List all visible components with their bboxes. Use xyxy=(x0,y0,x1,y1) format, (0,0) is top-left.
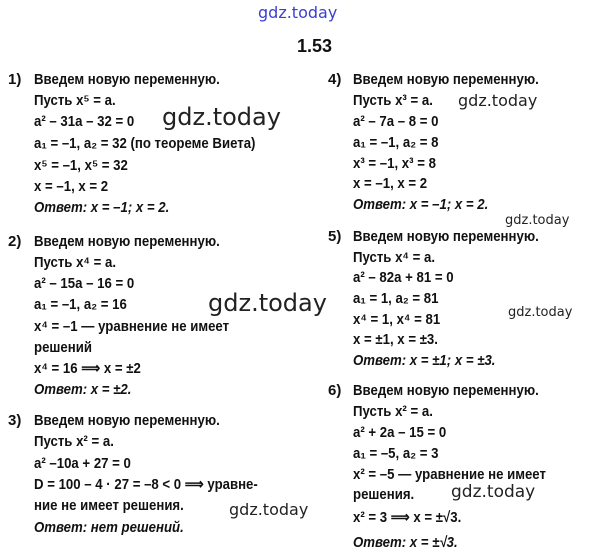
line: x² = –5 — уравнение не имеет xyxy=(353,466,546,483)
line: Пусть x² = a. xyxy=(34,433,114,450)
line: x⁵ = –1, x⁵ = 32 xyxy=(34,157,128,174)
block-number: 6) xyxy=(328,382,342,399)
answer-line: Ответ: x = –1; x = 2. xyxy=(353,196,489,213)
line: Пусть x² = a. xyxy=(353,403,433,420)
answer-line: Ответ: x = ±√3. xyxy=(353,534,458,551)
watermark: gdz.today xyxy=(505,213,570,228)
line: x = –1, x = 2 xyxy=(353,175,428,192)
line: a² + 2a – 15 = 0 xyxy=(353,424,447,441)
watermark: gdz.today xyxy=(229,500,309,519)
line: x⁴ = 16 ⟹ x = ±2 xyxy=(34,360,141,377)
line: a₁ = –1, a₂ = 16 xyxy=(34,296,127,313)
line: a₁ = –1, a₂ = 32 (по теореме Виета) xyxy=(34,135,256,152)
line: a₁ = –1, a₂ = 8 xyxy=(353,134,439,151)
block-number: 2) xyxy=(8,233,22,250)
watermark: gdz.today xyxy=(508,305,573,320)
line: a² – 31a – 32 = 0 xyxy=(34,113,135,130)
line: x⁴ = –1 — уравнение не имеет xyxy=(34,318,230,335)
line: Введем новую переменную. xyxy=(34,71,220,88)
line: D = 100 – 4 · 27 = –8 < 0 ⟹ уравне- xyxy=(34,476,258,493)
answer-line: Ответ: x = ±1; x = ±3. xyxy=(353,352,496,369)
answer-line: Ответ: x = ±2. xyxy=(34,381,132,398)
line: x = –1, x = 2 xyxy=(34,178,109,195)
line: Введем новую переменную. xyxy=(34,233,220,250)
block-number: 5) xyxy=(328,228,342,245)
watermark: gdz.today xyxy=(451,482,536,502)
line: Пусть x⁴ = a. xyxy=(34,254,117,271)
watermark: gdz.today xyxy=(208,289,327,317)
line: ние не имеет решения. xyxy=(34,497,184,514)
line: x⁴ = 1, x⁴ = 81 xyxy=(353,311,441,328)
line: Введем новую переменную. xyxy=(353,71,539,88)
line: a₁ = 1, a₂ = 81 xyxy=(353,290,439,307)
watermark: gdz.today xyxy=(458,91,538,110)
line: x² = 3 ⟹ x = ±√3. xyxy=(353,509,462,526)
line: решений xyxy=(34,339,92,356)
line: a² – 82a + 81 = 0 xyxy=(353,269,454,286)
answer-line: Ответ: x = –1; x = 2. xyxy=(34,199,170,216)
block-number: 1) xyxy=(8,71,22,88)
watermark-top: gdz.today xyxy=(258,3,338,22)
line: a² –10a + 27 = 0 xyxy=(34,455,131,472)
line: Введем новую переменную. xyxy=(34,412,220,429)
answer-line: Ответ: нет решений. xyxy=(34,519,184,536)
line: a² – 7a – 8 = 0 xyxy=(353,113,439,130)
block-number: 4) xyxy=(328,71,342,88)
line: Пусть x⁵ = a. xyxy=(34,92,116,109)
page-title: 1.53 xyxy=(297,36,333,56)
line: Введем новую переменную. xyxy=(353,382,539,399)
line: Пусть x³ = a. xyxy=(353,92,433,109)
line: x³ = –1, x³ = 8 xyxy=(353,155,436,172)
block-number: 3) xyxy=(8,412,22,429)
line: a² – 15a – 16 = 0 xyxy=(34,275,135,292)
line: решения. xyxy=(353,486,415,503)
line: Пусть x⁴ = a. xyxy=(353,249,436,266)
line: Введем новую переменную. xyxy=(353,228,539,245)
line: a₁ = –5, a₂ = 3 xyxy=(353,445,439,462)
line: x = ±1, x = ±3. xyxy=(353,331,438,348)
watermark: gdz.today xyxy=(162,103,281,131)
